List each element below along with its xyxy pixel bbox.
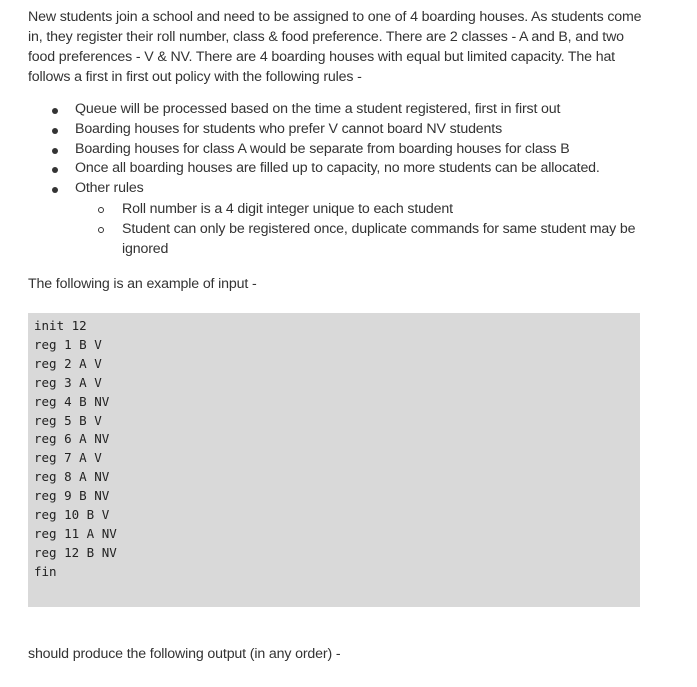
sub-rule-item	[75, 199, 644, 219]
rules-list	[28, 100, 644, 259]
code-line: reg 7 A V	[34, 450, 102, 466]
circle-bullet-icon	[98, 207, 104, 213]
bullet-icon	[52, 187, 58, 193]
rule-text: Queue will be processed based on the time a student registered, first in first out	[75, 101, 561, 117]
rule-item-other	[28, 179, 644, 259]
code-line: reg 3 A V	[34, 374, 102, 390]
code-line: reg 1 B V	[34, 336, 102, 352]
code-line: reg 2 A V	[34, 355, 102, 371]
code-line: reg 6 A NV	[34, 431, 110, 447]
code-line: reg 10 B V	[34, 507, 110, 523]
code-block	[28, 313, 640, 607]
rule-text: Once all boarding houses are filled up to capacity, no more students can be allocated.	[75, 160, 600, 177]
rule-item	[28, 140, 644, 160]
rule-item	[28, 159, 644, 179]
bullet-icon	[52, 128, 58, 134]
bullet-icon	[52, 148, 58, 154]
bullet-icon	[52, 108, 58, 114]
code-line: reg 4 B NV	[34, 393, 110, 409]
rule-item	[28, 120, 644, 140]
rule-text: Boarding houses for class A would be separate from boarding houses for class B	[75, 140, 570, 157]
document-content	[28, 7, 644, 607]
code-line: fin	[34, 563, 57, 579]
other-rules-list	[75, 199, 644, 259]
code-line: init 12	[34, 317, 87, 333]
output-intro: should produce the following output (in any order) -	[28, 646, 341, 662]
sub-rule-text: Student can only be registered once, duplicate commands for same student may be ignored	[122, 220, 636, 257]
code-line: reg 12 B NV	[34, 544, 117, 560]
rule-item	[28, 100, 644, 120]
code-line: reg 9 B NV	[34, 488, 110, 504]
rule-text: Boarding houses for students who prefer V cannot board NV students	[75, 120, 503, 137]
circle-bullet-icon	[98, 227, 104, 233]
sub-rule-item	[75, 219, 644, 259]
intro-paragraph: New students join a school and need to be assigned to one of 4 boarding houses. As students come in, they register their roll number, class & food preference. There are 2 classes - A and B, and two food preferences - V & NV. There are 4 boarding houses with equal but limited capacity. The hat follows a first in first out policy with the following rules -	[28, 9, 642, 85]
code-line: reg 11 A NV	[34, 525, 117, 541]
code-line: reg 5 B V	[34, 412, 102, 428]
code-line: reg 8 A NV	[34, 469, 110, 485]
bullet-icon	[52, 167, 58, 173]
example-intro: The following is an example of input -	[28, 275, 257, 292]
sub-rule-text: Roll number is a 4 digit integer unique to each student	[122, 200, 453, 217]
rule-text: Other rules	[75, 180, 144, 197]
